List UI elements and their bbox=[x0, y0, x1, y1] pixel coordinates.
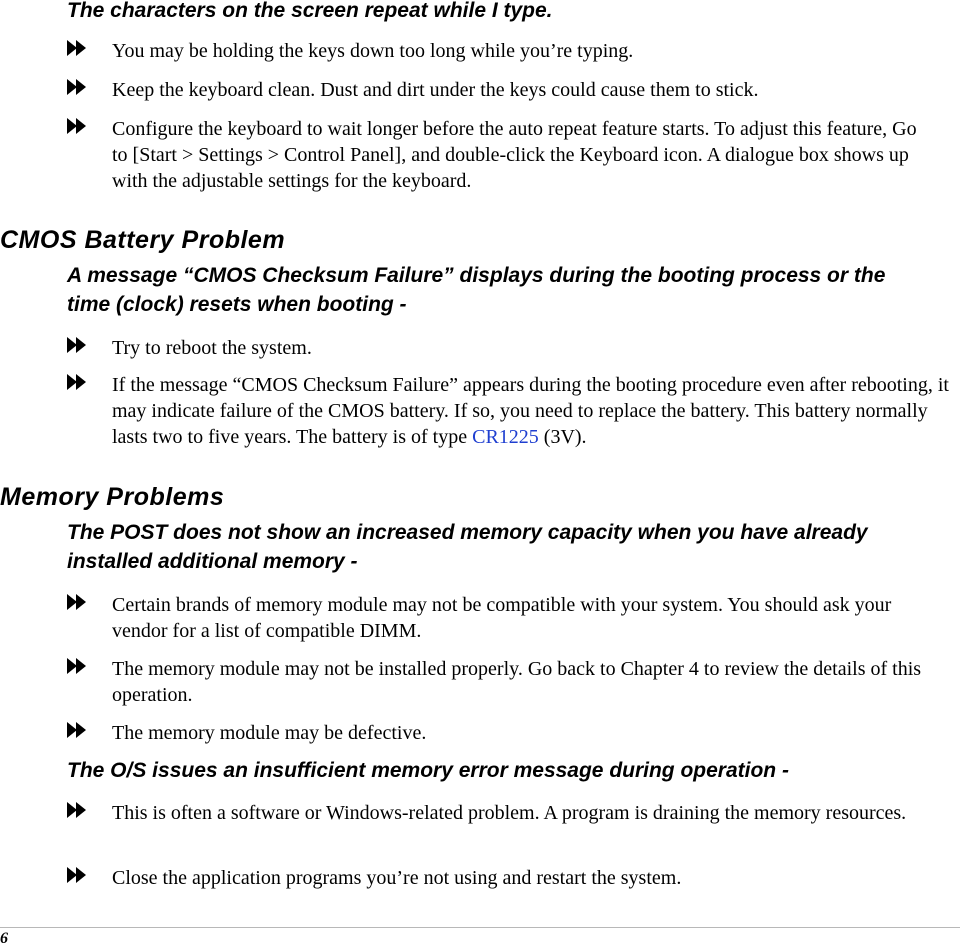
double-arrow-bullet-icon bbox=[66, 800, 112, 826]
subheading-memory-capacity: The POST does not show an increased memory capacity when you have already installed additional memory - bbox=[67, 521, 868, 573]
bullet-text: Configure the keyboard to wait longer before the auto repeat feature starts. To adjust this feature, Go to [Start > Settings > Control Panel], and double-click the Keyboard icon. A dialogue box shows up with the adjustable settings for the keyboard. bbox=[112, 118, 917, 192]
double-arrow-bullet-icon bbox=[66, 720, 112, 746]
list-item bbox=[66, 116, 936, 194]
list-item bbox=[66, 720, 960, 746]
list-item bbox=[66, 38, 960, 64]
bullet-text bbox=[112, 372, 960, 450]
list-item bbox=[66, 800, 936, 826]
list-item bbox=[66, 335, 960, 361]
double-arrow-bullet-icon bbox=[66, 116, 112, 142]
footer-divider bbox=[0, 927, 960, 928]
subheading-insufficient-memory: The O/S issues an insufficient memory error message during operation - bbox=[67, 759, 789, 782]
bullet-text: This is often a software or Windows-related problem. A program is draining the memory resources. bbox=[112, 802, 907, 824]
list-item bbox=[66, 592, 936, 644]
double-arrow-bullet-icon bbox=[66, 865, 112, 891]
bullet-text-part: (3V). bbox=[538, 426, 587, 448]
bullet-text: Keep the keyboard clean. Dust and dirt under the keys could cause them to stick. bbox=[112, 79, 759, 101]
double-arrow-bullet-icon bbox=[66, 656, 112, 682]
bullet-text: Try to reboot the system. bbox=[112, 337, 312, 359]
section-title-memory: Memory Problems bbox=[0, 483, 225, 511]
bullet-text: Close the application programs you’re not using and restart the system. bbox=[112, 867, 682, 889]
subheading-repeat-characters: The characters on the screen repeat while I type. bbox=[67, 0, 553, 22]
bullet-text: You may be holding the keys down too long while you’re typing. bbox=[112, 40, 634, 62]
list-item bbox=[66, 372, 960, 450]
bullet-text: The memory module may be defective. bbox=[112, 722, 427, 744]
list-item bbox=[66, 656, 926, 708]
battery-type-link[interactable]: CR1225 bbox=[472, 426, 539, 448]
double-arrow-bullet-icon bbox=[66, 335, 112, 361]
bullet-text: The memory module may not be installed properly. Go back to Chapter 4 to review the details of this operation. bbox=[112, 658, 922, 706]
subheading-cmos-checksum: A message “CMOS Checksum Failure” displays during the booting process or the time (clock) resets when booting - bbox=[67, 264, 886, 316]
double-arrow-bullet-icon bbox=[66, 372, 112, 398]
double-arrow-bullet-icon bbox=[66, 77, 112, 103]
page-number: 6 bbox=[0, 930, 8, 947]
bullet-text-part: If the message “CMOS Checksum Failure” appears during the booting procedure even after rebooting, it may indicate failure of the CMOS battery. If so, you need to replace the battery. This battery normally lasts two to five years. The battery is of type bbox=[112, 374, 949, 448]
list-item bbox=[66, 77, 960, 103]
section-title-cmos: CMOS Battery Problem bbox=[0, 226, 286, 254]
double-arrow-bullet-icon bbox=[66, 38, 112, 64]
list-item bbox=[66, 865, 960, 891]
double-arrow-bullet-icon bbox=[66, 592, 112, 618]
bullet-text: Certain brands of memory module may not be compatible with your system. You should ask your vendor for a list of compatible DIMM. bbox=[112, 594, 892, 642]
